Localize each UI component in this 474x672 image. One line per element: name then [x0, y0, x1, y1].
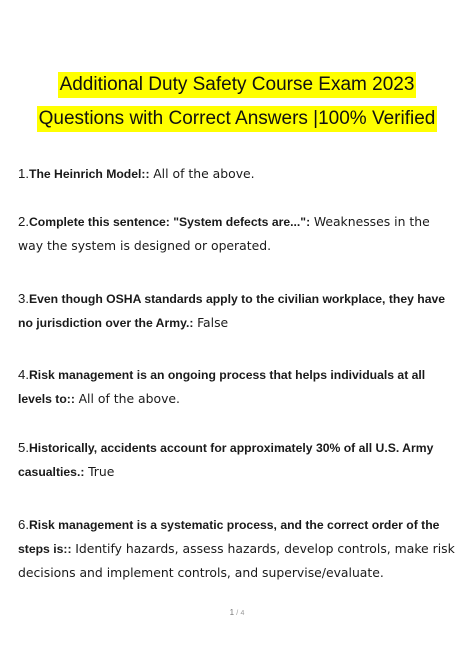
question-text: Risk management is a systematic process, and the correct order of the steps is:: [18, 518, 440, 556]
title-line-2: Questions with Correct Answers |100% Verified [37, 106, 438, 132]
question-text: Even though OSHA standards apply to the civilian workplace, they have no jurisdiction over the Army.: [18, 292, 446, 330]
question-item-6 [18, 513, 458, 585]
question-text: Complete this sentence: "System defects are...": [29, 215, 311, 229]
question-item-4 [18, 363, 458, 411]
question-item-5 [18, 436, 458, 484]
question-number: 4. [18, 367, 29, 382]
question-number: 5. [18, 440, 29, 455]
question-text: Risk management is an ongoing process that helps individuals at all levels to:: [18, 368, 426, 406]
answer-text: False [197, 315, 229, 330]
question-item-3 [18, 287, 458, 335]
page-separator: / [236, 610, 239, 617]
answer-text: All of the above. [78, 391, 180, 406]
document-title [0, 72, 474, 140]
total-pages: 4 [240, 610, 245, 617]
answer-text: True [88, 464, 115, 479]
answer-text: Weaknesses in the way the system is designed or operated. [18, 214, 430, 253]
question-item-1 [18, 162, 458, 186]
question-number: 3. [18, 291, 29, 306]
answer-text: Identify hazards, assess hazards, develop controls, make risk decisions and implement controls, and supervise/evaluate. [18, 541, 455, 580]
question-number: 2. [18, 214, 29, 229]
title-line-1: Additional Duty Safety Course Exam 2023 [58, 72, 417, 98]
question-number: 1. [18, 166, 29, 181]
answer-text: All of the above. [153, 166, 255, 181]
question-text: The Heinrich Model:: [29, 167, 150, 181]
question-text: Historically, accidents account for approximately 30% of all U.S. Army casualties.: [18, 441, 434, 479]
page-indicator [0, 608, 474, 617]
question-item-2 [18, 210, 458, 258]
current-page: 1 [229, 608, 235, 617]
question-number: 6. [18, 517, 29, 532]
